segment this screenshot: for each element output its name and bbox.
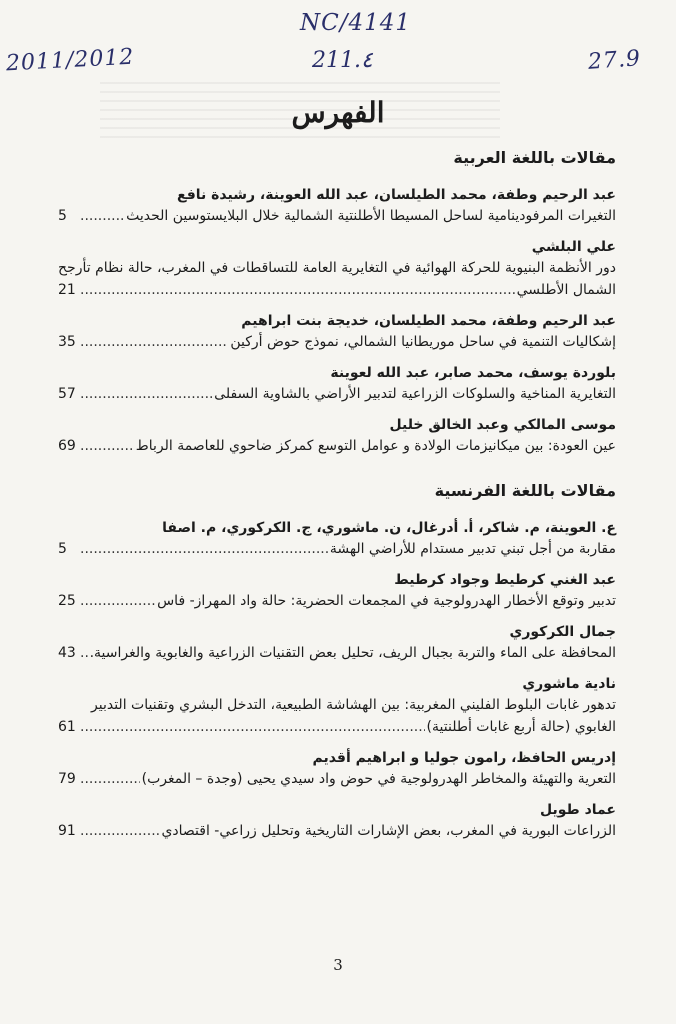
dot-leader xyxy=(80,820,159,842)
entry-title: إشكاليات التنمية في ساحل موريطانيا الشمالي، نموذج حوض أركين xyxy=(230,334,616,350)
dot-leader xyxy=(80,716,425,738)
entry-title: عين العودة: بين ميكانيزمات الولادة و عوامل التوسع كمركز ضاحوي للعاصمة الرباط xyxy=(135,438,616,454)
entry-authors: جمال الكركوري xyxy=(509,624,616,640)
dot-leader xyxy=(80,538,328,560)
toc-entry xyxy=(58,570,616,612)
entry-title-line: دور الأنظمة البنيوية للحركة الهوائية في التغايرية العامة للتساقطات في المغرب، حالة نظام تأرجح xyxy=(58,260,616,276)
entry-title-row xyxy=(58,205,616,227)
section-heading: مقالات باللغة الفرنسية xyxy=(434,481,616,500)
entry-title-row xyxy=(58,590,616,612)
entry-title-row xyxy=(58,279,616,301)
handwritten-classification: 211.٤ xyxy=(312,48,373,73)
handwritten-code: 27.9 xyxy=(587,46,642,75)
entry-authors: عبد الغني كرطيط وجواد كرطيط xyxy=(394,572,616,588)
dot-leader xyxy=(80,768,140,790)
entry-page-number: 57 xyxy=(58,386,76,402)
entry-title: مقاربة من أجل تبني تدبير مستدام للأراضي الهشة xyxy=(329,541,616,557)
toc-entry xyxy=(58,748,616,790)
entry-title-row xyxy=(58,435,616,457)
entry-page-number: 91 xyxy=(58,823,76,839)
entry-title-row xyxy=(58,331,616,353)
entry-title-row xyxy=(58,716,616,738)
dot-leader xyxy=(80,383,212,405)
entry-authors: موسى المالكي وعبد الخالق خليل xyxy=(389,417,616,433)
entry-title: الزراعات البورية في المغرب، بعض الإشارات التاريخية وتحليل زراعي- اقتصادي xyxy=(161,823,616,839)
entry-authors: عبد الرحيم وطفة، محمد الطيلسان، عبد الله العوينة، رشيدة نافع xyxy=(177,187,616,203)
toc-entry xyxy=(58,674,616,738)
toc-entry xyxy=(58,237,616,301)
entry-page-number: 79 xyxy=(58,771,76,787)
entry-title: الشمال الأطلسي xyxy=(516,282,616,298)
entry-title-row xyxy=(58,820,616,842)
entry-authors: ع. العوينة، م. شاكر، أ. أدرغال، ن. ماشوري، ج. الكركوري، م. اصفا xyxy=(162,520,616,536)
entry-page-number: 43 xyxy=(58,645,76,661)
entry-authors: إدريس الحافظ، رامون جوليا و ابراهيم أقديم xyxy=(312,750,616,766)
toc-entry xyxy=(58,518,616,560)
entry-page-number: 21 xyxy=(58,282,76,298)
dot-leader xyxy=(80,642,88,664)
entry-title: الغابوي (حالة أربع غابات أطلنتية) xyxy=(426,719,616,735)
entry-title-row xyxy=(58,383,616,405)
entry-title: التغيرات المرفودينامية لساحل المسيطا الأطلنتية الشمالية خلال البلايستوسين الحديث xyxy=(126,208,616,224)
toc-entry xyxy=(58,363,616,405)
toc-entry xyxy=(58,311,616,353)
entry-title: التعرية والتهيئة والمخاطر الهدرولوجية في حوض واد سيدي يحيى (وجدة – المغرب) xyxy=(141,771,616,787)
entry-page-number: 35 xyxy=(58,334,76,350)
entry-title: تدبير وتوقع الأخطار الهدرولوجية في المجمعات الحضرية: حالة واد المهراز- فاس xyxy=(157,593,616,609)
entry-title-line: تدهور غابات البلوط الفليني المغربية: بين الهشاشة الطبيعية، التدخل البشري وتقنيات التدبير xyxy=(91,697,616,713)
entry-authors: عبد الرحيم وطفة، محمد الطيلسان، خديجة بنت ابراهيم xyxy=(241,313,616,329)
section-heading: مقالات باللغة العربية xyxy=(453,148,616,167)
dot-leader xyxy=(80,590,155,612)
dot-leader xyxy=(80,331,228,353)
toc-entry xyxy=(58,800,616,842)
dot-leader xyxy=(80,205,124,227)
dot-leader xyxy=(80,435,134,457)
toc-entry xyxy=(58,622,616,664)
entry-title-row xyxy=(58,538,616,560)
page-number: 3 xyxy=(333,956,343,974)
page-title: الفهرس xyxy=(291,96,385,129)
entry-title: المحافظة على الماء والتربة بجبال الريف، تحليل بعض التقنيات الزراعية والغابوية والغراسية. xyxy=(89,645,616,661)
dot-leader xyxy=(80,279,515,301)
toc-entry xyxy=(58,185,616,227)
entry-authors: علي البلشي xyxy=(531,239,616,255)
entry-authors: عماد طويل xyxy=(540,802,616,818)
handwritten-call-number: NC/4141 xyxy=(300,10,412,36)
entry-title-row xyxy=(58,642,616,664)
entry-page-number: 5 xyxy=(58,541,67,557)
entry-title-row xyxy=(58,768,616,790)
handwritten-year: 2011/2012 xyxy=(5,44,135,77)
entry-page-number: 61 xyxy=(58,719,76,735)
toc-entry xyxy=(58,415,616,457)
entry-page-number: 5 xyxy=(58,208,67,224)
entry-title: التغايرية المناخية والسلوكات الزراعية لتدبير الأراضي بالشاوية السفلى xyxy=(214,386,616,402)
entry-page-number: 25 xyxy=(58,593,76,609)
entry-authors: نادية ماشوري xyxy=(522,676,616,692)
entry-page-number: 69 xyxy=(58,438,76,454)
table-of-contents xyxy=(58,148,616,852)
entry-authors: بلوردة يوسف، محمد صابر، عبد الله لعوينة xyxy=(330,365,616,381)
